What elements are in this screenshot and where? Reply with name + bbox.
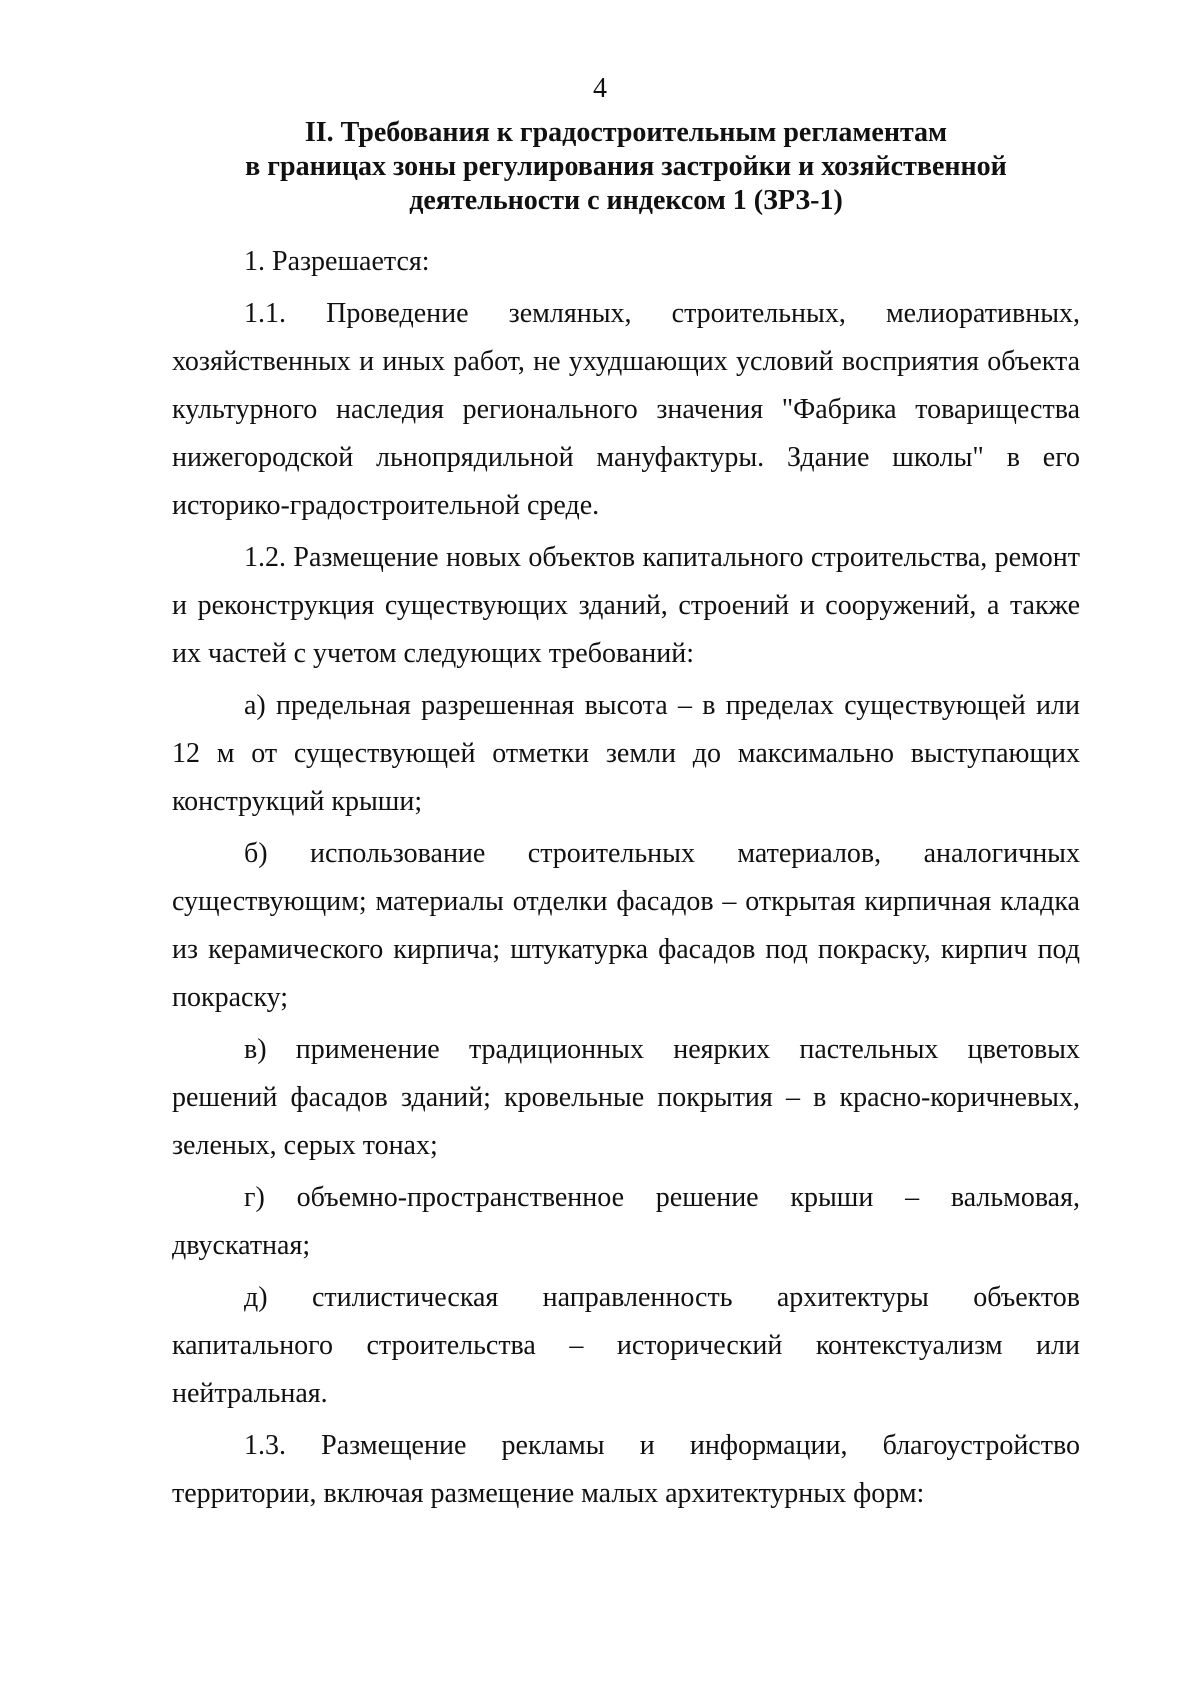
section-heading [172,116,1080,218]
paragraph-g: г) объемно-пространственное решение крыши – вальмовая, двускатная; [172,1182,1080,1261]
paragraph-a: а) предельная разрешенная высота – в пределах существующей или 12 м от существующей отметки земли до максимально выступающих конструкций крыши; [172,690,1080,817]
paragraph-1-3: 1.3. Размещение рекламы и информации, благоустройство территории, включая размещение малых архитектурных форм: [172,1430,1080,1509]
heading-line-3: деятельности с индексом 1 (ЗРЗ-1) [409,185,843,216]
paragraph-1-1: 1.1. Проведение земляных, строительных, мелиоративных, хозяйственных и иных работ, не ухудшающих условий восприятия объекта культурного наследия регионального значения "Фабрика товарищества нижегородской льнопрядильной мануфактуры. Здание школы" в его историко-градостроительной среде. [172,298,1080,521]
paragraph-d: д) стилистическая направленность архитектуры объектов капитального строительства – исторический контекстуализм или нейтральная. [172,1282,1080,1409]
heading-line-2: в границах зоны регулирования застройки и хозяйственной [245,151,1007,182]
paragraph-1: 1. Разрешается: [244,246,430,277]
paragraph-b: б) использование строительных материалов, аналогичных существующим; материалы отделки фасадов – открытая кирпичная кладка из керамического кирпича; штукатурка фасадов под покраску, кирпич под покраску; [172,838,1080,1013]
heading-line-1: II. Требования к градостроительным регламентам [304,117,948,148]
paragraph-v: в) применение традиционных неярких пастельных цветовых решений фасадов зданий; кровельные покрытия – в красно-коричневых, зеленых, серых тонах; [172,1034,1080,1161]
page-number: 4 [593,73,607,104]
paragraph-1-2: 1.2. Размещение новых объектов капитального строительства, ремонт и реконструкция существующих зданий, строений и сооружений, а также их частей с учетом следующих требований: [172,542,1080,669]
document-body [172,238,1080,1522]
